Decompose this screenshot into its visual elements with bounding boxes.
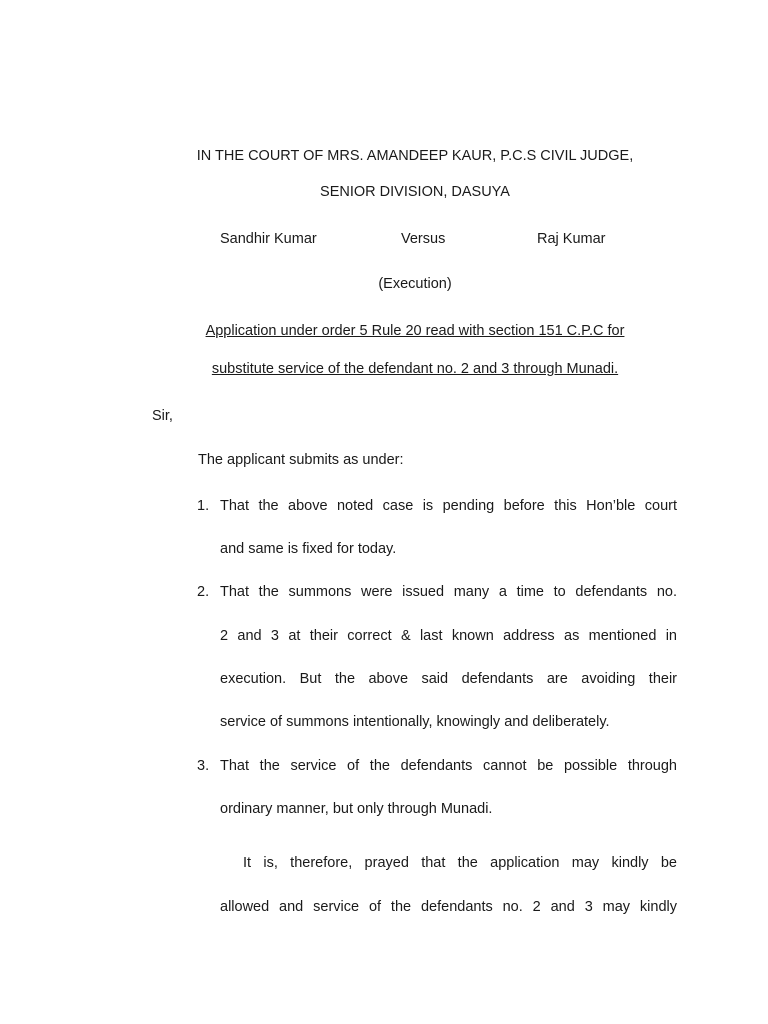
list-item-line: and same is fixed for today. <box>220 541 397 557</box>
list-item-line: ordinary manner, but only through Munadi. <box>220 801 493 817</box>
versus-label: Versus <box>401 231 446 247</box>
case-type: (Execution) <box>378 276 452 292</box>
list-item-line: That the summons were issued many a time to defendants no. <box>220 584 677 600</box>
defendant-name: Raj Kumar <box>537 231 606 247</box>
list-item-line: execution. But the above said defendants are avoiding their <box>220 671 677 687</box>
list-item-line: 2 and 3 at their correct & last known address as mentioned in <box>220 628 677 644</box>
list-item-line: That the service of the defendants cannot be possible through <box>220 758 677 774</box>
list-item-line: That the above noted case is pending before this Hon’ble court <box>220 498 677 514</box>
subject-line-1: Application under order 5 Rule 20 read with section 151 C.P.C for <box>205 323 625 339</box>
court-heading-line-1: IN THE COURT OF MRS. AMANDEEP KAUR, P.C.S CIVIL JUDGE, <box>196 148 634 164</box>
subject-line-2: substitute service of the defendant no. 2 and 3 through Munadi. <box>211 361 619 377</box>
prayer-line-2: allowed and service of the defendants no. 2 and 3 may kindly <box>220 899 677 915</box>
court-heading-line-2: SENIOR DIVISION, DASUYA <box>320 184 510 200</box>
list-number: 2. <box>197 584 210 600</box>
plaintiff-name: Sandhir Kumar <box>220 231 317 247</box>
list-number: 3. <box>197 758 210 774</box>
prayer-line-1: It is, therefore, prayed that the application may kindly be <box>243 855 677 871</box>
list-item-line: service of summons intentionally, knowingly and deliberately. <box>220 714 610 730</box>
intro-text: The applicant submits as under: <box>198 452 404 468</box>
list-number: 1. <box>197 498 210 514</box>
salutation: Sir, <box>152 408 173 424</box>
